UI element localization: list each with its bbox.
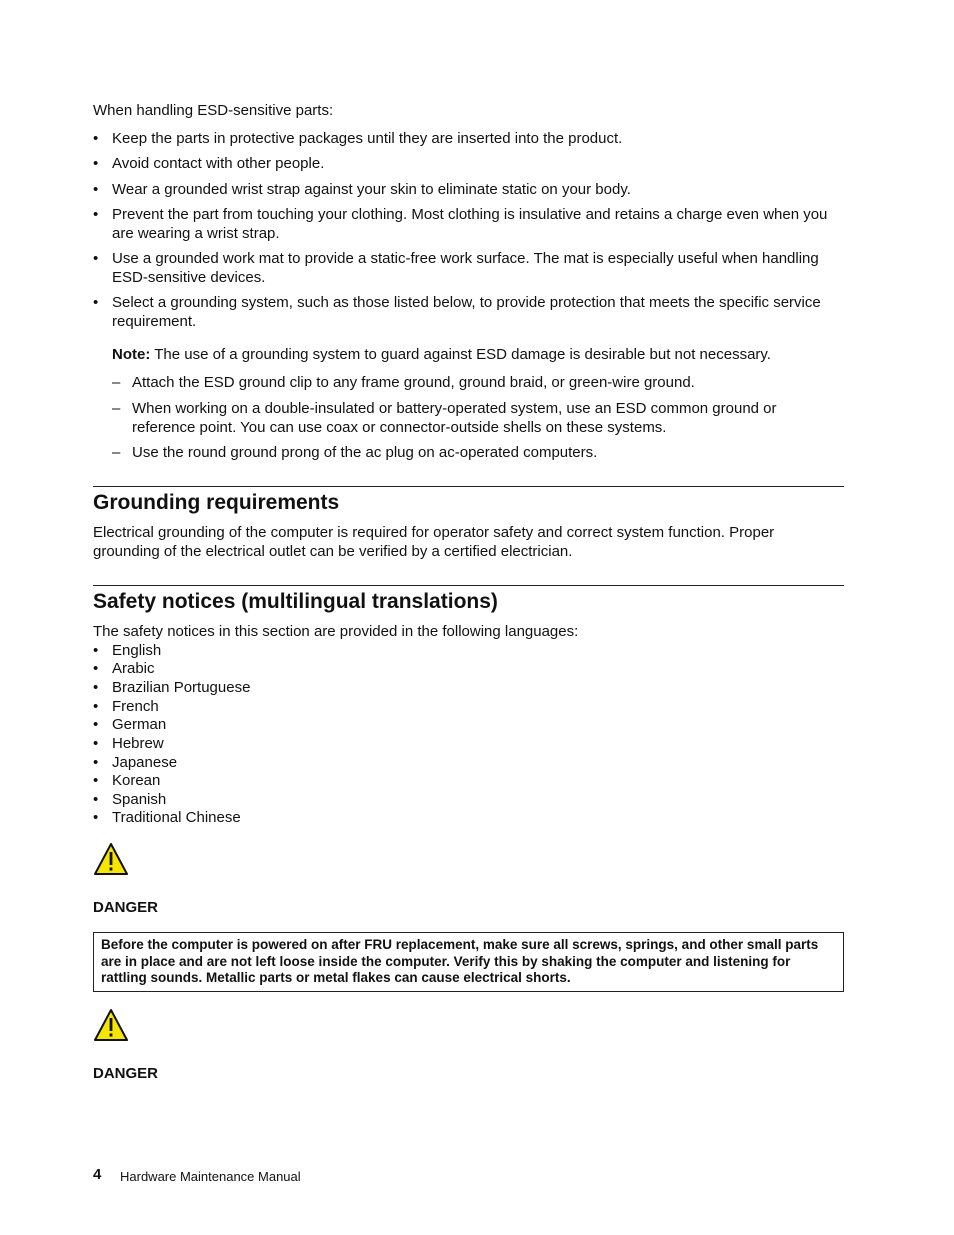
document-page (93, 0, 845, 1235)
list-item: Brazilian Portuguese (112, 679, 251, 696)
list-item: Japanese (112, 754, 178, 771)
bullet-marker: • (93, 772, 99, 789)
bullet-marker: • (93, 181, 99, 198)
bullet-marker: • (93, 809, 99, 826)
note-text: The use of a grounding system to guard against ESD damage is desirable but not necessary. (154, 346, 771, 363)
bullet-marker: • (93, 679, 99, 696)
list-item: Traditional Chinese (112, 809, 241, 826)
section-divider (93, 585, 844, 586)
danger-label: DANGER (93, 1065, 159, 1082)
list-item: Keep the parts in protective packages until they are inserted into the product. (112, 130, 623, 147)
bullet-marker: • (93, 791, 99, 808)
page-number: 4 (93, 1166, 102, 1183)
list-item: Wear a grounded wrist strap against your skin to eliminate static on your body. (112, 181, 631, 198)
danger-notice-box: Before the computer is powered on after FRU replacement, make sure all screws, springs, and other small parts are in place and are not left loose inside the computer. Verify this by shaking the computer and listening for rattling sounds. Metallic parts or metal flakes can cause electrical shorts. (93, 932, 844, 992)
warning-triangle-icon (93, 842, 129, 876)
warning-triangle-icon (93, 1008, 129, 1042)
safety-intro: The safety notices in this section are provided in the following languages: (93, 623, 579, 640)
list-item: Prevent the part from touching your clothing. Most clothing is insulative and retains a charge even when you are wearing a wrist strap. (112, 206, 828, 242)
dash-marker: – (112, 400, 121, 417)
list-item: Spanish (112, 791, 167, 808)
list-item: Avoid contact with other people. (112, 155, 325, 172)
list-item: French (112, 698, 159, 715)
list-item: Use a grounded work mat to provide a static-free work surface. The mat is especially useful when handling ESD-sensitive devices. (112, 250, 819, 286)
manual-title: Hardware Maintenance Manual (120, 1169, 301, 1184)
list-item: Select a grounding system, such as those listed below, to provide protection that meets the specific service requirement. (112, 294, 821, 330)
bullet-marker: • (93, 250, 99, 267)
bullet-marker: • (93, 716, 99, 733)
bullet-marker: • (93, 130, 99, 147)
bullet-marker: • (93, 206, 99, 223)
list-item: Attach the ESD ground clip to any frame ground, ground braid, or green-wire ground. (132, 374, 695, 391)
danger-label: DANGER (93, 899, 159, 916)
list-item: English (112, 642, 162, 659)
bullet-marker: • (93, 642, 99, 659)
bullet-marker: • (93, 735, 99, 752)
list-item: Hebrew (112, 735, 164, 752)
note-label: Note: (112, 346, 151, 363)
grounding-body: Electrical grounding of the computer is required for operator safety and correct system function. Proper grounding of the electrical outlet can be verified by a certified electrician. (93, 524, 775, 560)
section-divider (93, 486, 844, 487)
bullet-marker: • (93, 698, 99, 715)
section-title-grounding: Grounding requirements (93, 491, 340, 514)
dash-marker: – (112, 374, 121, 391)
list-item: When working on a double-insulated or battery-operated system, use an ESD common ground or reference point. You can use coax or connector-outside shells on these systems. (132, 400, 777, 436)
bullet-marker: • (93, 155, 99, 172)
list-item: Korean (112, 772, 161, 789)
bullet-marker: • (93, 754, 99, 771)
esd-intro: When handling ESD-sensitive parts: (93, 102, 334, 119)
section-title-safety: Safety notices (multilingual translations) (93, 590, 498, 613)
bullet-marker: • (93, 660, 99, 677)
list-item: Arabic (112, 660, 155, 677)
esd-note (112, 346, 840, 365)
list-item: Use the round ground prong of the ac plug on ac-operated computers. (132, 444, 598, 461)
list-item: German (112, 716, 167, 733)
dash-marker: – (112, 444, 121, 461)
bullet-marker: • (93, 294, 99, 311)
